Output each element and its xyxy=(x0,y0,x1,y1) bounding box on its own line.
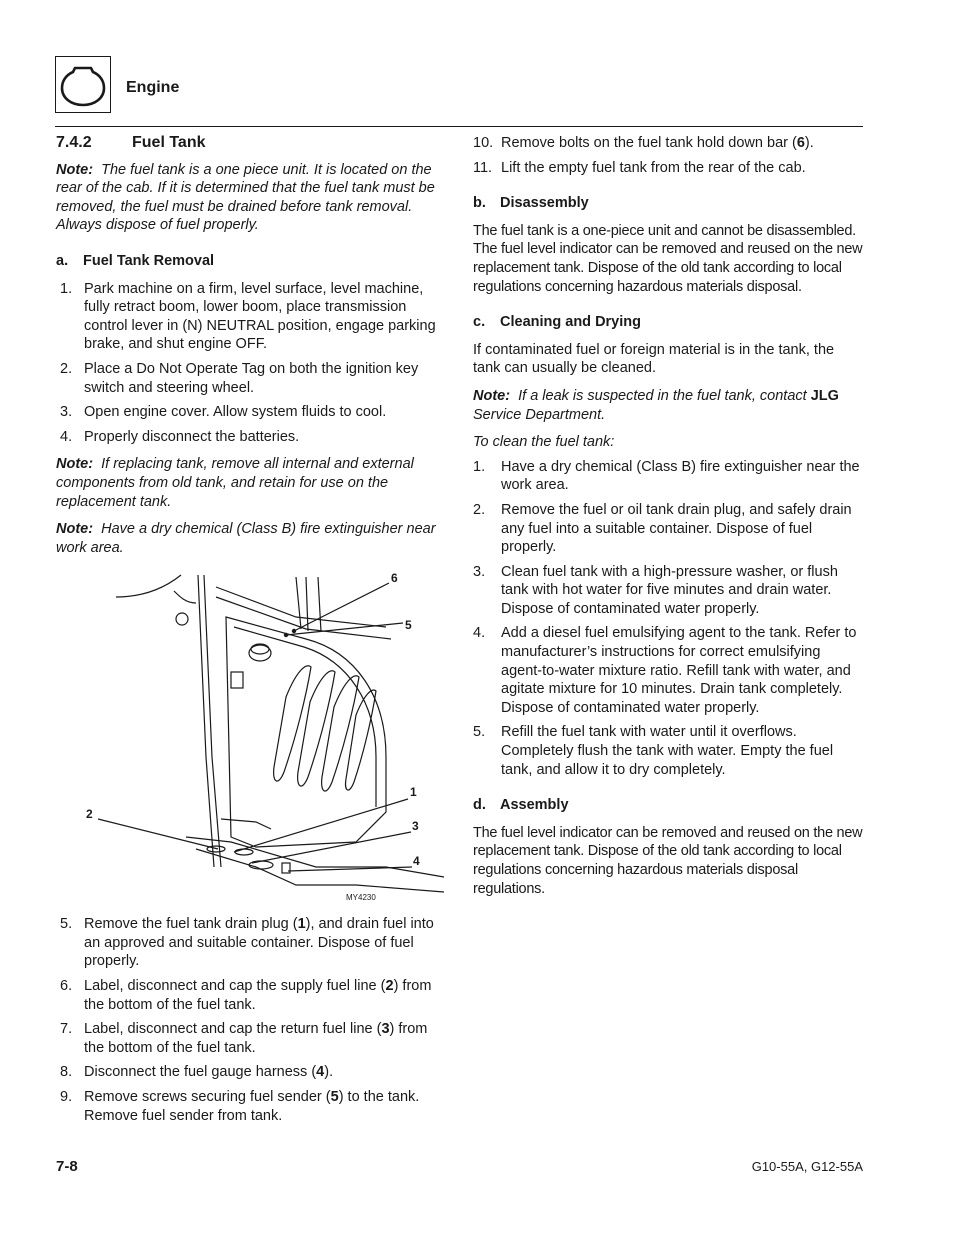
callout-reference: 6 xyxy=(796,135,805,151)
figure-id: MY4230 xyxy=(346,893,376,903)
callout-reference: 5 xyxy=(330,1089,339,1106)
step-text: ). xyxy=(804,135,814,151)
subsection-a-heading: a. Fuel Tank Removal xyxy=(56,252,215,269)
step-text: Add a diesel fuel emulsifying agent to the tank. Refer to manufacturer’s instructions for correct emulsifying agent-to-water mixture ratio. Refill tank with water, and agitate mixture for 10 minutes. Drain tank completely. Dispose of contaminated water properly. xyxy=(501,625,857,716)
step-text: ) to the tank. Remove fuel sender from tank. xyxy=(84,1089,420,1124)
step-number: 5. xyxy=(473,724,486,741)
callout-reference: 1 xyxy=(297,916,306,933)
list-item xyxy=(56,403,446,422)
callout-2: 2 xyxy=(86,807,93,822)
list-item xyxy=(473,723,863,779)
step-text: Properly disconnect the batteries. xyxy=(84,428,300,445)
step-text: Open engine cover. Allow system fluids to cool. xyxy=(84,404,387,421)
disassembly-text: The fuel tank is a one-piece unit and cannot be disassembled. The fuel level indicator can be removed and reused on the new replacement tank. Dispose of the old tank according to local regulations concerning hazardous materials disposal. xyxy=(473,222,863,295)
list-item xyxy=(56,280,446,354)
list-item xyxy=(473,501,863,557)
step-number: 4. xyxy=(60,428,73,445)
step-text: Remove bolts on the fuel tank hold down bar ( xyxy=(501,135,797,151)
subsection-c-heading: c. Cleaning and Drying xyxy=(473,314,641,331)
callout-1: 1 xyxy=(410,785,417,800)
note-fire-extinguisher: Note: Have a dry chemical (Class B) fire extinguisher near work area. xyxy=(56,521,436,556)
left-column xyxy=(56,134,446,1134)
list-item xyxy=(473,159,863,178)
step-number: 2. xyxy=(473,501,486,518)
removal-steps-10-11 xyxy=(473,134,863,177)
callout-reference: 4 xyxy=(316,1064,325,1081)
step-number: 7. xyxy=(60,1021,73,1038)
step-number: 1. xyxy=(60,280,73,297)
engine-section-icon xyxy=(55,56,111,113)
assembly-text: The fuel level indicator can be removed and reused on the new replacement tank. Dispose of the old tank according to local regulations concerning hazardous materials disposal regulations. xyxy=(473,824,863,897)
removal-steps-1-4 xyxy=(56,280,446,447)
step-text: Remove screws securing fuel sender ( xyxy=(84,1089,331,1106)
section-heading xyxy=(56,134,446,153)
list-item xyxy=(473,563,863,619)
subsection-d-heading: d. Assembly xyxy=(473,797,569,814)
step-number: 3. xyxy=(60,404,73,421)
step-text: Refill the fuel tank with water until it overflows. Completely flush the tank with water. Empty the fuel tank, and allow it to dry completely. xyxy=(501,724,834,778)
callout-6: 6 xyxy=(391,571,398,586)
clean-lead-in: To clean the fuel tank: xyxy=(473,434,615,451)
section-name: Engine xyxy=(126,79,180,96)
step-number: 6. xyxy=(60,978,73,995)
cleaning-steps xyxy=(473,458,863,780)
right-column xyxy=(473,134,863,907)
list-item xyxy=(56,1020,446,1057)
step-number: 3. xyxy=(473,563,486,580)
section-number: 7.4.2 xyxy=(56,134,92,151)
step-text: ), and drain fuel into an approved and suitable container. Dispose of fuel properly. xyxy=(84,916,434,970)
list-item xyxy=(56,1063,446,1082)
step-number: 10. xyxy=(473,135,494,151)
step-number: 1. xyxy=(473,458,486,475)
step-number: 9. xyxy=(60,1089,73,1106)
step-text: ) from the bottom of the fuel tank. xyxy=(84,1021,428,1056)
list-item xyxy=(56,360,446,397)
note-replacing-tank: Note: If replacing tank, remove all internal and external components from old tank, and retain for use on the replacement tank. xyxy=(56,456,414,510)
step-text: Lift the empty fuel tank from the rear of the cab. xyxy=(501,159,806,176)
note-drain-fuel: Note: The fuel tank is a one piece unit. It is located on the rear of the cab. If it is determined that the fuel tank must be removed, the fuel must be drained before tank removal. Always dispose of fuel properly. xyxy=(56,161,435,234)
step-number: 4. xyxy=(473,625,486,642)
callout-3: 3 xyxy=(412,819,419,834)
step-text: Label, disconnect and cap the return fuel line ( xyxy=(84,1021,382,1038)
callout-reference: 3 xyxy=(381,1021,390,1038)
model-numbers: G10-55A, G12-55A xyxy=(751,1159,863,1174)
list-item xyxy=(473,134,863,153)
subsection-b-heading: b. Disassembly xyxy=(473,195,589,212)
header-rule xyxy=(55,126,863,127)
step-text: Place a Do Not Operate Tag on both the ignition key switch and steering wheel. xyxy=(84,360,419,396)
step-text: Remove the fuel or oil tank drain plug, and safely drain any fuel into a suitable container. Dispose of fuel properly. xyxy=(501,501,852,556)
list-item xyxy=(473,624,863,717)
note-leak: Note: If a leak is suspected in the fuel tank, contact JLG Service Department. xyxy=(473,387,839,423)
step-text: ). xyxy=(324,1064,334,1081)
step-text: Clean fuel tank with a high-pressure washer, or flush tank with hot water for five minutes and drain water. Dispose of contaminated water properly. xyxy=(501,563,838,617)
fuel-tank-illustration xyxy=(56,567,446,907)
step-text: Label, disconnect and cap the supply fuel line ( xyxy=(84,978,386,995)
list-item xyxy=(56,915,446,971)
section-title: Fuel Tank xyxy=(132,134,206,151)
list-item xyxy=(56,1088,446,1125)
list-item xyxy=(56,977,446,1014)
fuel-tank-figure xyxy=(56,567,446,907)
list-item xyxy=(473,458,863,495)
callout-5: 5 xyxy=(405,618,412,633)
step-number: 5. xyxy=(60,916,73,933)
step-text: ) from the bottom of the fuel tank. xyxy=(84,978,432,1013)
step-text: Park machine on a firm, level surface, level machine, fully retract boom, lower boom, place transmission control lever in (N) NEUTRAL position, engage parking brake, and shut engine OFF. xyxy=(84,280,436,353)
step-text: Have a dry chemical (Class B) fire extinguisher near the work area. xyxy=(501,458,860,494)
cleaning-intro: If contaminated fuel or foreign material is in the tank, the tank can usually be cleaned. xyxy=(473,341,835,377)
removal-steps-5-9 xyxy=(56,915,446,1125)
callout-reference: 2 xyxy=(385,978,394,995)
step-number: 2. xyxy=(60,360,73,377)
step-number: 8. xyxy=(60,1064,73,1081)
step-text: Disconnect the fuel gauge harness ( xyxy=(84,1064,317,1081)
step-text: Remove the fuel tank drain plug ( xyxy=(84,916,298,933)
page-number: 7-8 xyxy=(56,1158,78,1175)
engine-outline-icon xyxy=(56,57,110,112)
list-item xyxy=(56,428,446,447)
callout-4: 4 xyxy=(413,854,420,869)
step-number: 11. xyxy=(473,159,493,176)
